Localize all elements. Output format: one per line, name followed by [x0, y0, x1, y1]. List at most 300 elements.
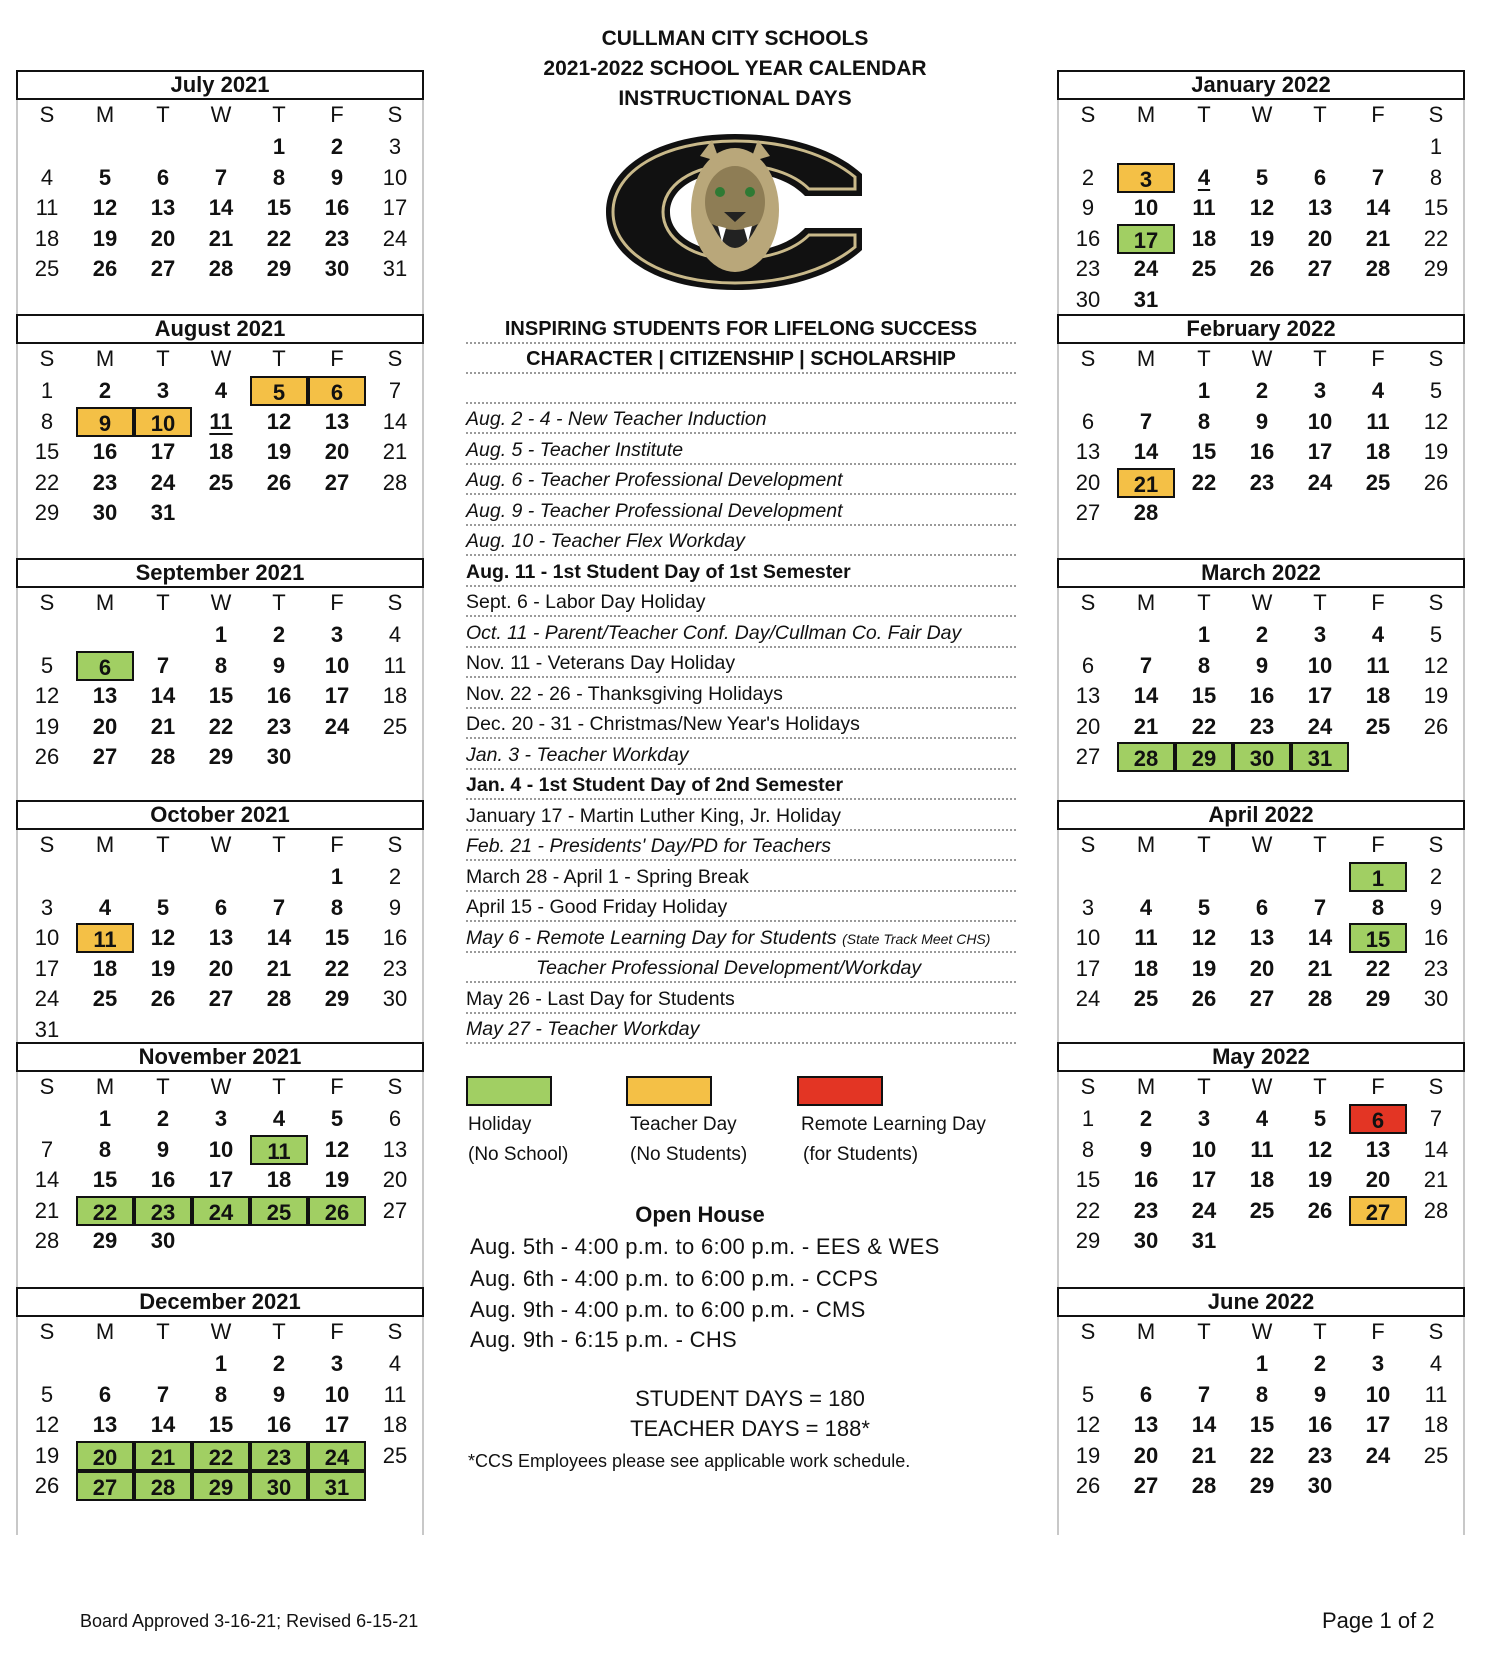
calendar-day: 26: [1249, 256, 1275, 281]
calendar-day-remote: 6: [1349, 1104, 1407, 1134]
calendar-day: 22: [1191, 469, 1217, 495]
calendar-day: 4: [40, 164, 54, 190]
event-text: Aug. 11 - 1st Student Day of 1st Semester: [466, 560, 851, 583]
weekday-label: M: [95, 590, 115, 615]
calendar-day: 16: [382, 925, 408, 950]
weekday-label: S: [39, 832, 55, 857]
weekday-label: W: [1251, 346, 1273, 371]
calendar-day: 19: [1075, 1442, 1101, 1468]
calendar-day-teacher: 5: [250, 376, 308, 406]
calendar-day: 16: [1133, 1167, 1159, 1192]
calendar-day: 12: [150, 925, 176, 950]
calendar-day-teacher: 27: [1349, 1196, 1407, 1226]
core-values: CHARACTER | CITIZENSHIP | SCHOLARSHIP: [466, 344, 1016, 374]
weekday-label: T: [156, 832, 170, 857]
calendar-day: 29: [1249, 1473, 1275, 1498]
student-days-count: STUDENT DAYS = 180: [635, 1386, 865, 1411]
remote-day-swatch: [797, 1076, 883, 1106]
weekday-label: T: [272, 1319, 286, 1344]
weekday-label: S: [387, 1319, 403, 1344]
month-calendar: [16, 314, 424, 562]
calendar-day: 12: [1423, 408, 1449, 434]
calendar-day: 22: [324, 955, 350, 981]
calendar-day: 24: [1307, 713, 1333, 739]
calendar-day: 11: [209, 408, 233, 434]
calendar-day: 4: [1255, 1106, 1269, 1131]
employee-note: *CCS Employees please see applicable work schedule.: [468, 1451, 911, 1471]
event-item: [466, 953, 1016, 983]
calendar-day: 21: [150, 713, 176, 739]
school-logo: [600, 132, 870, 292]
calendar-day: 5: [98, 164, 112, 190]
weekday-header: [1057, 830, 1465, 860]
event-item: [466, 740, 1016, 770]
calendar-day: 23: [1249, 713, 1275, 739]
legend-teacher-sub: (No Students): [630, 1144, 748, 1165]
weekday-label: S: [387, 832, 403, 857]
calendar-day: 25: [1365, 713, 1391, 739]
weekday-label: S: [1428, 1074, 1444, 1099]
calendar-day-holiday: 28: [134, 1471, 192, 1501]
calendar-day: 25: [1423, 1442, 1449, 1468]
calendar-day: 2: [1429, 864, 1443, 889]
calendar-day: 5: [40, 1381, 54, 1407]
calendar-day: 18: [208, 439, 234, 464]
calendar-day: 19: [1423, 683, 1449, 708]
calendar-day: 6: [1081, 652, 1095, 678]
calendar-day: 7: [40, 1136, 54, 1162]
calendar-day: 15: [324, 925, 350, 950]
event-note: (State Track Meet CHS): [842, 930, 991, 947]
calendar-day: 16: [1423, 925, 1449, 950]
calendar-day: 22: [1423, 225, 1449, 251]
weekday-label: S: [1080, 346, 1096, 371]
calendar-day: 19: [1191, 955, 1217, 981]
calendar-day: 4: [214, 378, 228, 403]
event-text: Dec. 20 - 31 - Christmas/New Year's Holidays: [466, 713, 860, 735]
calendar-day: 4: [1371, 378, 1385, 403]
event-text: Oct. 11 - Parent/Teacher Conf. Day/Cullman Co. Fair Day: [466, 621, 962, 644]
calendar-day: 6: [1139, 1381, 1153, 1407]
calendar-day: 13: [1075, 439, 1101, 464]
weekday-label: S: [39, 346, 55, 371]
calendar-day: 11: [383, 1381, 407, 1407]
calendar-day: 10: [382, 164, 408, 190]
weekday-header: [16, 344, 424, 374]
calendar-day: 24: [324, 713, 350, 739]
calendar-day: 4: [1139, 894, 1153, 920]
calendar-day: 30: [92, 500, 118, 525]
calendar-day: 20: [1133, 1442, 1159, 1468]
calendar-day: 5: [40, 652, 54, 678]
event-item: [466, 496, 1016, 526]
weekday-label: T: [1313, 102, 1327, 127]
calendar-day: 28: [1423, 1197, 1449, 1223]
event-item: [466, 862, 1016, 892]
calendar-day: 1: [1197, 622, 1211, 647]
calendar-day: 18: [266, 1167, 292, 1192]
legend-remote-label: Remote Learning Day: [801, 1114, 986, 1135]
calendar-day: 1: [330, 864, 344, 889]
calendar-day: 20: [382, 1167, 408, 1192]
weekday-label: S: [1080, 1074, 1096, 1099]
calendar-day: 10: [324, 1381, 350, 1407]
calendar-day: 5: [330, 1106, 344, 1131]
calendar-day: 28: [34, 1228, 60, 1253]
calendar-day: 10: [34, 925, 60, 950]
calendar-day: 13: [1249, 925, 1275, 950]
calendar-day: 13: [382, 1136, 408, 1162]
calendar-day: 19: [150, 955, 176, 981]
calendar-day: 4: [1371, 622, 1385, 647]
weekday-label: S: [39, 1319, 55, 1344]
calendar-day: 10: [1191, 1136, 1217, 1162]
weekday-label: S: [387, 1074, 403, 1099]
open-house-line: Aug. 6th - 4:00 p.m. to 6:00 p.m. - CCPS: [470, 1266, 879, 1291]
month-calendar: [16, 1042, 424, 1290]
calendar-day: 2: [1255, 378, 1269, 403]
weekday-label: M: [1136, 1074, 1156, 1099]
calendar-day: 18: [382, 683, 408, 708]
calendar-day: 24: [1365, 1442, 1391, 1468]
calendar-day: 10: [208, 1136, 234, 1162]
calendar-day: 17: [1307, 683, 1333, 708]
calendar-day: 12: [324, 1136, 350, 1162]
calendar-day: 27: [208, 986, 234, 1011]
calendar-day: 13: [92, 1412, 118, 1437]
calendar-day: 22: [208, 713, 234, 739]
calendar-day: 24: [1307, 469, 1333, 495]
calendar-day: 12: [1191, 925, 1217, 950]
weekday-label: F: [330, 832, 344, 857]
weekday-label: M: [95, 346, 115, 371]
event-text: March 28 - April 1 - Spring Break: [466, 865, 749, 888]
weekday-label: T: [156, 1319, 170, 1344]
calendar-day: 7: [1197, 1381, 1211, 1407]
calendar-day: 11: [1424, 1381, 1448, 1407]
weekday-header: [1057, 1072, 1465, 1102]
calendar-day-holiday: 20: [76, 1441, 134, 1471]
calendar-day: 18: [382, 1412, 408, 1437]
calendar-day-holiday: 26: [308, 1196, 366, 1226]
calendar-day: 30: [1133, 1228, 1159, 1253]
calendar-day: 15: [92, 1167, 118, 1192]
weekday-label: M: [1136, 1319, 1156, 1344]
calendar-day: 3: [1371, 1351, 1385, 1376]
calendar-day: 20: [92, 713, 118, 739]
calendar-day: 3: [214, 1106, 228, 1131]
month-calendar: [1057, 314, 1465, 562]
calendar-day: 25: [34, 256, 60, 281]
weekday-label: T: [156, 346, 170, 371]
calendar-day-holiday: 23: [134, 1196, 192, 1226]
calendar-day: 11: [1366, 652, 1390, 678]
calendar-day: 22: [34, 469, 60, 495]
calendar-day: 27: [1307, 256, 1333, 281]
month-calendar: [1057, 800, 1465, 1048]
weekday-label: W: [1251, 832, 1273, 857]
calendar-day: 26: [1423, 469, 1449, 495]
weekday-label: T: [1197, 346, 1211, 371]
event-text: Jan. 4 - 1st Student Day of 2nd Semester: [466, 774, 844, 796]
calendar-day: 1: [214, 1351, 228, 1376]
calendar-day: 30: [324, 256, 350, 281]
calendar-day: 8: [1197, 408, 1211, 434]
calendar-day: 27: [324, 469, 350, 495]
calendar-day: 14: [34, 1167, 60, 1192]
calendar-day-holiday: 29: [1175, 742, 1233, 772]
calendar-day: 4: [388, 1351, 402, 1376]
calendar-day-holiday: 31: [1291, 742, 1349, 772]
calendar-day: 5: [1313, 1106, 1327, 1131]
calendar-day-teacher: 10: [134, 407, 192, 437]
weekday-label: S: [387, 590, 403, 615]
calendar-day: 13: [1307, 195, 1333, 220]
calendar-day: 3: [330, 622, 344, 647]
event-item: [466, 709, 1016, 739]
calendar-day: 20: [1075, 469, 1101, 495]
approval-note: Board Approved 3-16-21; Revised 6-15-21: [80, 1611, 419, 1631]
weekday-header: [16, 100, 424, 130]
calendar-day: 14: [150, 683, 176, 708]
calendar-day: 9: [156, 1136, 170, 1162]
weekday-label: S: [1428, 346, 1444, 371]
calendar-day: 10: [1365, 1381, 1391, 1407]
calendar-day: 17: [208, 1167, 234, 1192]
calendar-day: 30: [150, 1228, 176, 1253]
calendar-day-holiday: 25: [250, 1196, 308, 1226]
calendar-day: 30: [1307, 1473, 1333, 1498]
calendar-day: 13: [208, 925, 234, 950]
calendar-day: 14: [1307, 925, 1333, 950]
event-text: Aug. 6 - Teacher Professional Development: [466, 469, 843, 491]
calendar-day: 5: [1429, 378, 1443, 403]
calendar-day: 7: [1371, 164, 1385, 190]
event-item: [466, 648, 1016, 678]
calendar-day: 24: [1075, 986, 1101, 1011]
calendar-day: 2: [1139, 1106, 1153, 1131]
event-item: [466, 587, 1016, 617]
calendar-day-holiday: 24: [192, 1196, 250, 1226]
calendar-day: 6: [1081, 408, 1095, 434]
open-house-line: Aug. 9th - 4:00 p.m. to 6:00 p.m. - CMS: [470, 1297, 866, 1322]
calendar-day: 26: [266, 469, 292, 495]
weekday-label: T: [1313, 346, 1327, 371]
calendar-day: 1: [40, 378, 54, 403]
calendar-day: 30: [1075, 286, 1101, 312]
calendar-day: 12: [34, 683, 60, 708]
event-text: Aug. 2 - 4 - New Teacher Induction: [466, 408, 767, 430]
month-title: December 2021: [16, 1287, 424, 1317]
calendar-day: 7: [156, 1381, 170, 1407]
weekday-label: S: [39, 102, 55, 127]
month-title: July 2021: [16, 70, 424, 100]
weekday-label: F: [330, 102, 344, 127]
calendar-day: 10: [1133, 195, 1159, 220]
calendar-day: 17: [1307, 439, 1333, 464]
calendar-day: 10: [1307, 408, 1333, 434]
calendar-day: 10: [324, 652, 350, 678]
event-item: [466, 1014, 1016, 1044]
calendar-day: 5: [1255, 164, 1269, 190]
calendar-day: 27: [1075, 500, 1101, 525]
calendar-day: 29: [324, 986, 350, 1011]
weekday-label: S: [1428, 590, 1444, 615]
calendar-day: 25: [1133, 986, 1159, 1011]
calendar-day: 8: [1081, 1136, 1095, 1162]
calendar-day: 16: [150, 1167, 176, 1192]
calendar-day: 18: [1365, 683, 1391, 708]
calendar-day: 23: [92, 469, 118, 495]
calendar-day: 28: [1191, 1473, 1217, 1498]
weekday-label: S: [39, 590, 55, 615]
weekday-label: M: [95, 1074, 115, 1099]
calendar-day: 8: [1255, 1381, 1269, 1407]
calendar-day: 15: [1423, 195, 1449, 220]
calendar-day: 27: [92, 744, 118, 769]
calendar-day: 6: [98, 1381, 112, 1407]
calendar-day: 26: [34, 744, 60, 769]
calendar-day: 6: [388, 1106, 402, 1131]
calendar-day: 19: [92, 225, 118, 251]
event-item: [466, 618, 1016, 648]
month-calendar: [16, 558, 424, 806]
calendar-day: 1: [98, 1106, 112, 1131]
calendar-day-teacher: 21: [1117, 468, 1175, 498]
weekday-header: [16, 830, 424, 860]
weekday-label: T: [1197, 102, 1211, 127]
calendar-day-holiday: 27: [76, 1471, 134, 1501]
weekday-label: S: [1080, 832, 1096, 857]
weekday-label: M: [1136, 102, 1156, 127]
month-title: November 2021: [16, 1042, 424, 1072]
calendar-day: 16: [1249, 439, 1275, 464]
month-title: August 2021: [16, 314, 424, 344]
calendar-day: 30: [266, 744, 292, 769]
motto: INSPIRING STUDENTS FOR LIFELONG SUCCESS: [466, 314, 1016, 344]
month-calendar: [1057, 558, 1465, 806]
event-item: [466, 557, 1016, 587]
calendar-day: 31: [150, 500, 176, 525]
calendar-day: 7: [1313, 894, 1327, 920]
calendar-day-holiday: 29: [192, 1471, 250, 1501]
month-title: April 2022: [1057, 800, 1465, 830]
calendar-day: 19: [34, 713, 60, 739]
calendar-day: 8: [1429, 164, 1443, 190]
calendar-day: 1: [1429, 134, 1443, 159]
calendar-day: 2: [1313, 1351, 1327, 1376]
calendar-day: 12: [266, 408, 292, 434]
weekday-label: W: [1251, 1074, 1273, 1099]
calendar-day-holiday: 22: [76, 1196, 134, 1226]
calendar-day: 7: [1429, 1106, 1443, 1131]
calendar-day: 2: [388, 864, 402, 889]
month-calendar: [16, 70, 424, 318]
weekday-label: S: [387, 346, 403, 371]
calendar-day: 25: [208, 469, 234, 495]
weekday-label: F: [1371, 832, 1385, 857]
calendar-day: 12: [1075, 1412, 1101, 1437]
calendar-day: 9: [1429, 894, 1443, 920]
calendar-day: 21: [1423, 1167, 1449, 1192]
calendar-day: 16: [1075, 225, 1101, 251]
calendar-day-holiday: 31: [308, 1471, 366, 1501]
weekday-label: T: [1313, 1319, 1327, 1344]
calendar-day-holiday: 15: [1349, 923, 1407, 953]
weekday-label: W: [210, 346, 232, 371]
calendar-day: 8: [214, 1381, 228, 1407]
weekday-label: F: [330, 1074, 344, 1099]
weekday-header: [16, 1317, 424, 1347]
calendar-day: 16: [266, 1412, 292, 1437]
calendar-day: 5: [156, 894, 170, 920]
event-item: [466, 801, 1016, 831]
calendar-day: 3: [40, 894, 54, 920]
calendar-day: 10: [1075, 925, 1101, 950]
weekday-header: [16, 1072, 424, 1102]
weekday-label: S: [1080, 102, 1096, 127]
calendar-day-holiday: 1: [1349, 862, 1407, 892]
calendar-day: 7: [1139, 652, 1153, 678]
calendar-day: 14: [266, 925, 292, 950]
calendar-day-holiday: 30: [250, 1471, 308, 1501]
calendar-day: 21: [1307, 955, 1333, 981]
calendar-day: 9: [1081, 195, 1095, 220]
calendar-day: 18: [1249, 1167, 1275, 1192]
calendar-day: 22: [1075, 1197, 1101, 1223]
legend-holiday-label: Holiday: [468, 1114, 532, 1135]
calendar-day: 26: [92, 256, 118, 281]
event-item: [466, 679, 1016, 709]
calendar-day: 14: [150, 1412, 176, 1437]
calendar-day: 13: [92, 683, 118, 708]
event-text: Jan. 3 - Teacher Workday: [466, 743, 689, 766]
weekday-label: F: [1371, 1319, 1385, 1344]
event-text: Nov. 11 - Veterans Day Holiday: [466, 652, 736, 674]
calendar-day: 6: [156, 164, 170, 190]
calendar-day: 9: [1139, 1136, 1153, 1162]
calendar-day: 27: [150, 256, 176, 281]
calendar-day: 1: [1081, 1106, 1095, 1131]
weekday-label: T: [156, 1074, 170, 1099]
weekday-label: T: [1197, 832, 1211, 857]
calendar-day: 7: [388, 378, 402, 403]
calendar-day: 3: [330, 1351, 344, 1376]
weekday-label: F: [1371, 1074, 1385, 1099]
calendar-day: 22: [266, 225, 292, 251]
calendar-day: 2: [272, 1351, 286, 1376]
calendar-day-teacher: 6: [308, 376, 366, 406]
month-title: March 2022: [1057, 558, 1465, 588]
calendar-day-teacher: 3: [1117, 163, 1175, 193]
calendar-day: 1: [1255, 1351, 1269, 1376]
calendar-day: 11: [383, 652, 407, 678]
event-text: January 17 - Martin Luther King, Jr. Holiday: [466, 804, 842, 827]
weekday-header: [1057, 100, 1465, 130]
calendar-day: 20: [208, 955, 234, 981]
calendar-day: 10: [1307, 652, 1333, 678]
weekday-label: M: [95, 832, 115, 857]
weekday-label: S: [1428, 1319, 1444, 1344]
calendar-day: 31: [1191, 1228, 1217, 1253]
calendar-day: 2: [98, 378, 112, 403]
calendar-day: 23: [382, 955, 408, 981]
month-calendar: [16, 800, 424, 1048]
month-title: October 2021: [16, 800, 424, 830]
weekday-label: S: [1080, 1319, 1096, 1344]
event-item: [466, 923, 1016, 953]
calendar-day: 20: [1249, 955, 1275, 981]
